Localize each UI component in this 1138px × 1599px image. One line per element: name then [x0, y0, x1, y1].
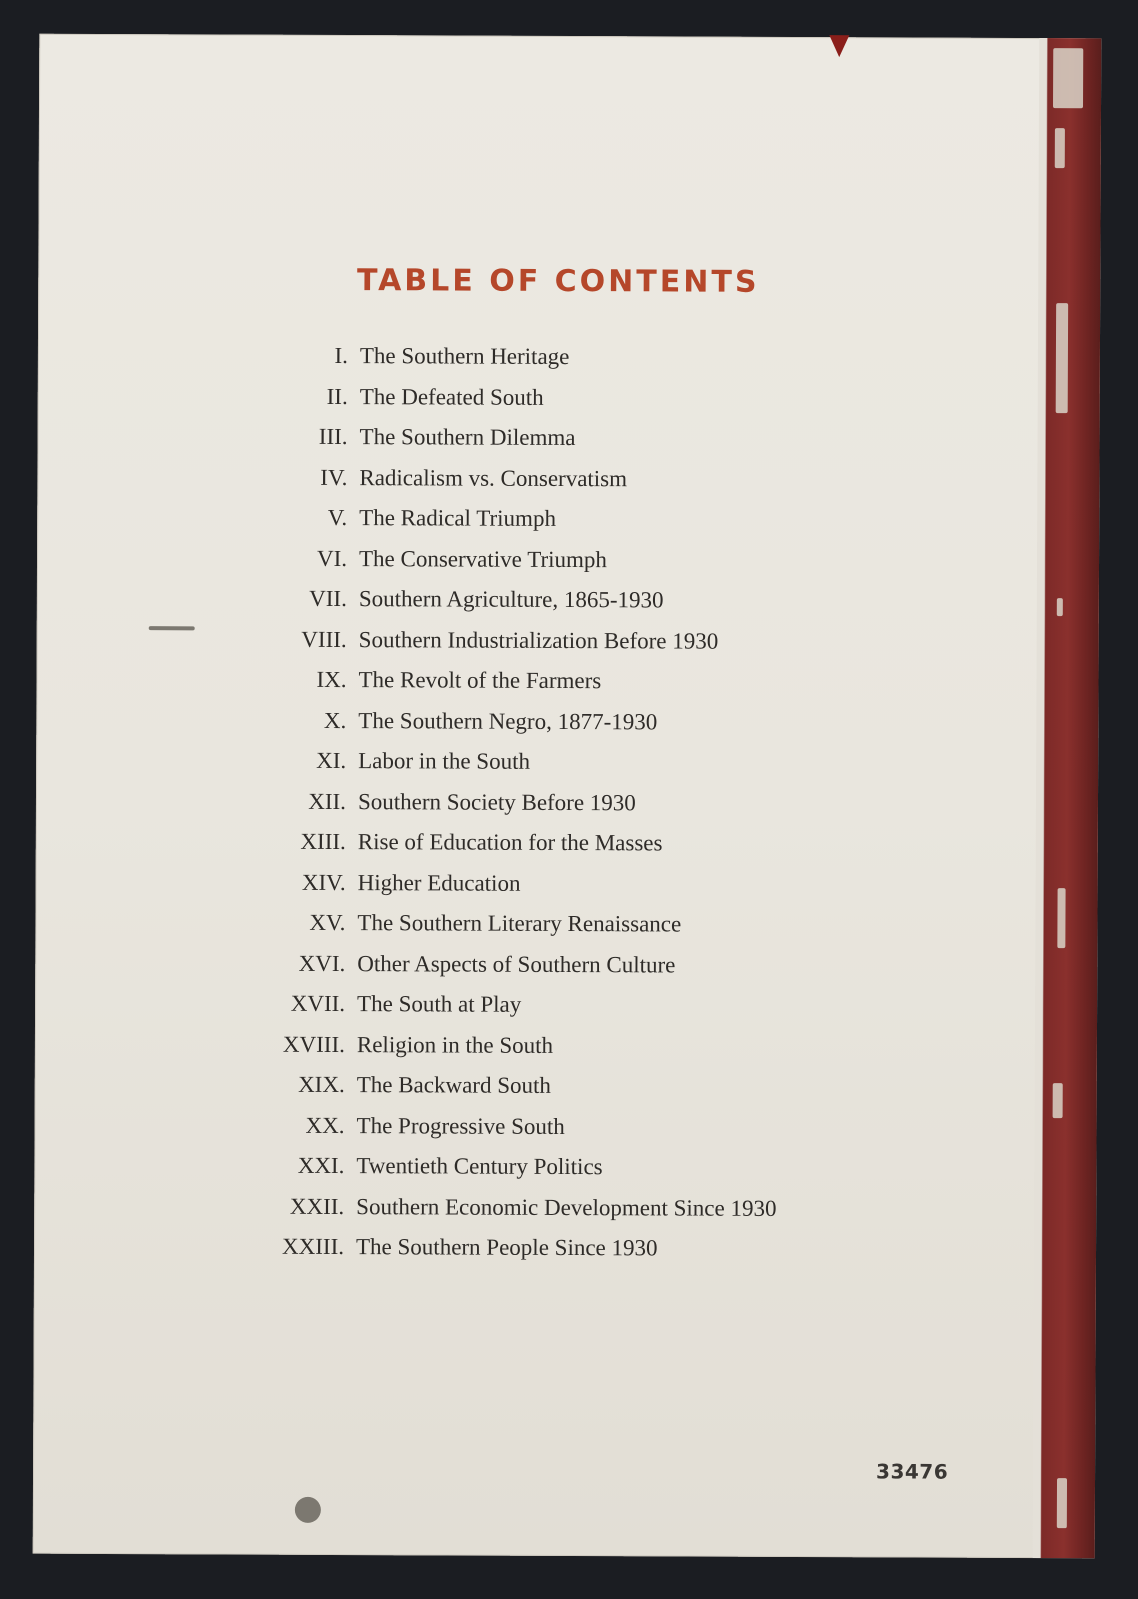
toc-chapter-title: Religion in the South: [356, 1031, 554, 1058]
toc-chapter-title: The Backward South: [356, 1072, 551, 1098]
toc-entry: [36, 747, 1036, 791]
toc-chapter-number: XXIII.: [282, 1233, 345, 1260]
toc-chapter-title: The Southern People Since 1930: [355, 1234, 658, 1261]
toc-chapter-number: XXII.: [289, 1193, 345, 1219]
toc-chapter-title: Labor in the South: [358, 748, 531, 774]
toc-entry: [34, 1111, 1034, 1155]
toc-chapter-title: The South at Play: [357, 991, 522, 1017]
toc-chapter-title: Higher Education: [357, 869, 521, 896]
toc-entry: [37, 504, 1037, 548]
toc-chapter-number: VII.: [309, 585, 347, 612]
toc-chapter-number: XVIII.: [282, 1031, 345, 1057]
toc-chapter-number: VI.: [316, 545, 348, 571]
toc-entry: [35, 909, 1035, 953]
toc-chapter-title: Radicalism vs. Conservatism: [359, 464, 628, 491]
toc-chapter-title: Other Aspects of Southern Culture: [357, 950, 676, 977]
page-title: TABLE OF CONTENTS: [356, 263, 760, 300]
catalog-number: 33476: [876, 1459, 949, 1484]
toc-entry: [35, 949, 1035, 993]
toc-chapter-number: XIII.: [300, 828, 346, 855]
toc-chapter-number: X.: [323, 707, 347, 733]
toc-entry: [37, 625, 1037, 669]
toc-entry: [37, 423, 1037, 467]
toc-chapter-number: I.: [334, 342, 348, 369]
toc-entry: [36, 868, 1036, 912]
toc-entry: [37, 463, 1037, 507]
toc-chapter-number: V.: [327, 504, 348, 531]
toc-entry: [38, 342, 1038, 386]
toc-chapter-number: XXI.: [297, 1152, 345, 1179]
toc-entry: [34, 1233, 1034, 1277]
scuff-mark: [149, 626, 195, 630]
toc-chapter-title: Twentieth Century Politics: [356, 1153, 603, 1180]
toc-entry: [35, 1071, 1035, 1115]
toc-chapter-number: XX.: [305, 1112, 345, 1138]
toc-chapter-number: XI.: [316, 747, 347, 774]
toc-entry: [36, 787, 1036, 831]
toc-chapter-number: II.: [326, 383, 348, 409]
corner-tear: [829, 35, 849, 57]
toc-entry: [36, 828, 1036, 872]
toc-entry: [34, 1152, 1034, 1196]
toc-chapter-number: XII.: [308, 788, 347, 814]
toc-entry: [36, 706, 1036, 750]
table-of-contents: [38, 342, 1038, 1261]
toc-chapter-number: VIII.: [301, 626, 347, 652]
toc-chapter-title: The Southern Literary Renaissance: [357, 910, 682, 937]
toc-chapter-title: The Southern Dilemma: [359, 424, 576, 451]
toc-chapter-number: XIX.: [298, 1071, 345, 1098]
toc-chapter-title: The Defeated South: [359, 383, 544, 410]
toc-entry: [38, 382, 1038, 426]
toc-entry: [37, 544, 1037, 588]
scuff-mark: [295, 1497, 321, 1523]
toc-chapter-title: The Southern Heritage: [359, 343, 570, 370]
toc-entry: [36, 666, 1036, 710]
toc-chapter-title: The Progressive South: [356, 1112, 565, 1139]
toc-chapter-title: Southern Agriculture, 1865-1930: [358, 586, 664, 613]
toc-entry: [34, 1192, 1034, 1236]
toc-chapter-number: III.: [318, 423, 348, 450]
toc-chapter-number: XVI.: [298, 950, 346, 976]
toc-chapter-title: The Southern Negro, 1877-1930: [358, 707, 658, 734]
toc-chapter-title: Southern Society Before 1930: [357, 788, 636, 815]
toc-chapter-number: IX.: [316, 666, 347, 693]
toc-chapter-number: XVII.: [290, 990, 346, 1017]
toc-entry: [35, 1030, 1035, 1074]
toc-chapter-title: The Revolt of the Farmers: [358, 667, 602, 694]
toc-chapter-number: XV.: [309, 909, 346, 936]
toc-chapter-title: The Radical Triumph: [359, 505, 557, 531]
toc-chapter-number: XIV.: [301, 869, 346, 895]
toc-chapter-number: IV.: [320, 464, 348, 490]
toc-entry: [37, 585, 1037, 629]
toc-chapter-title: Southern Economic Development Since 1930: [356, 1193, 777, 1221]
toc-chapter-title: Southern Industrialization Before 1930: [358, 626, 719, 654]
toc-entry: [35, 990, 1035, 1034]
toc-chapter-title: Rise of Education for the Masses: [357, 829, 663, 856]
toc-chapter-title: The Conservative Triumph: [358, 545, 607, 572]
book-back-cover: [33, 34, 1102, 1559]
